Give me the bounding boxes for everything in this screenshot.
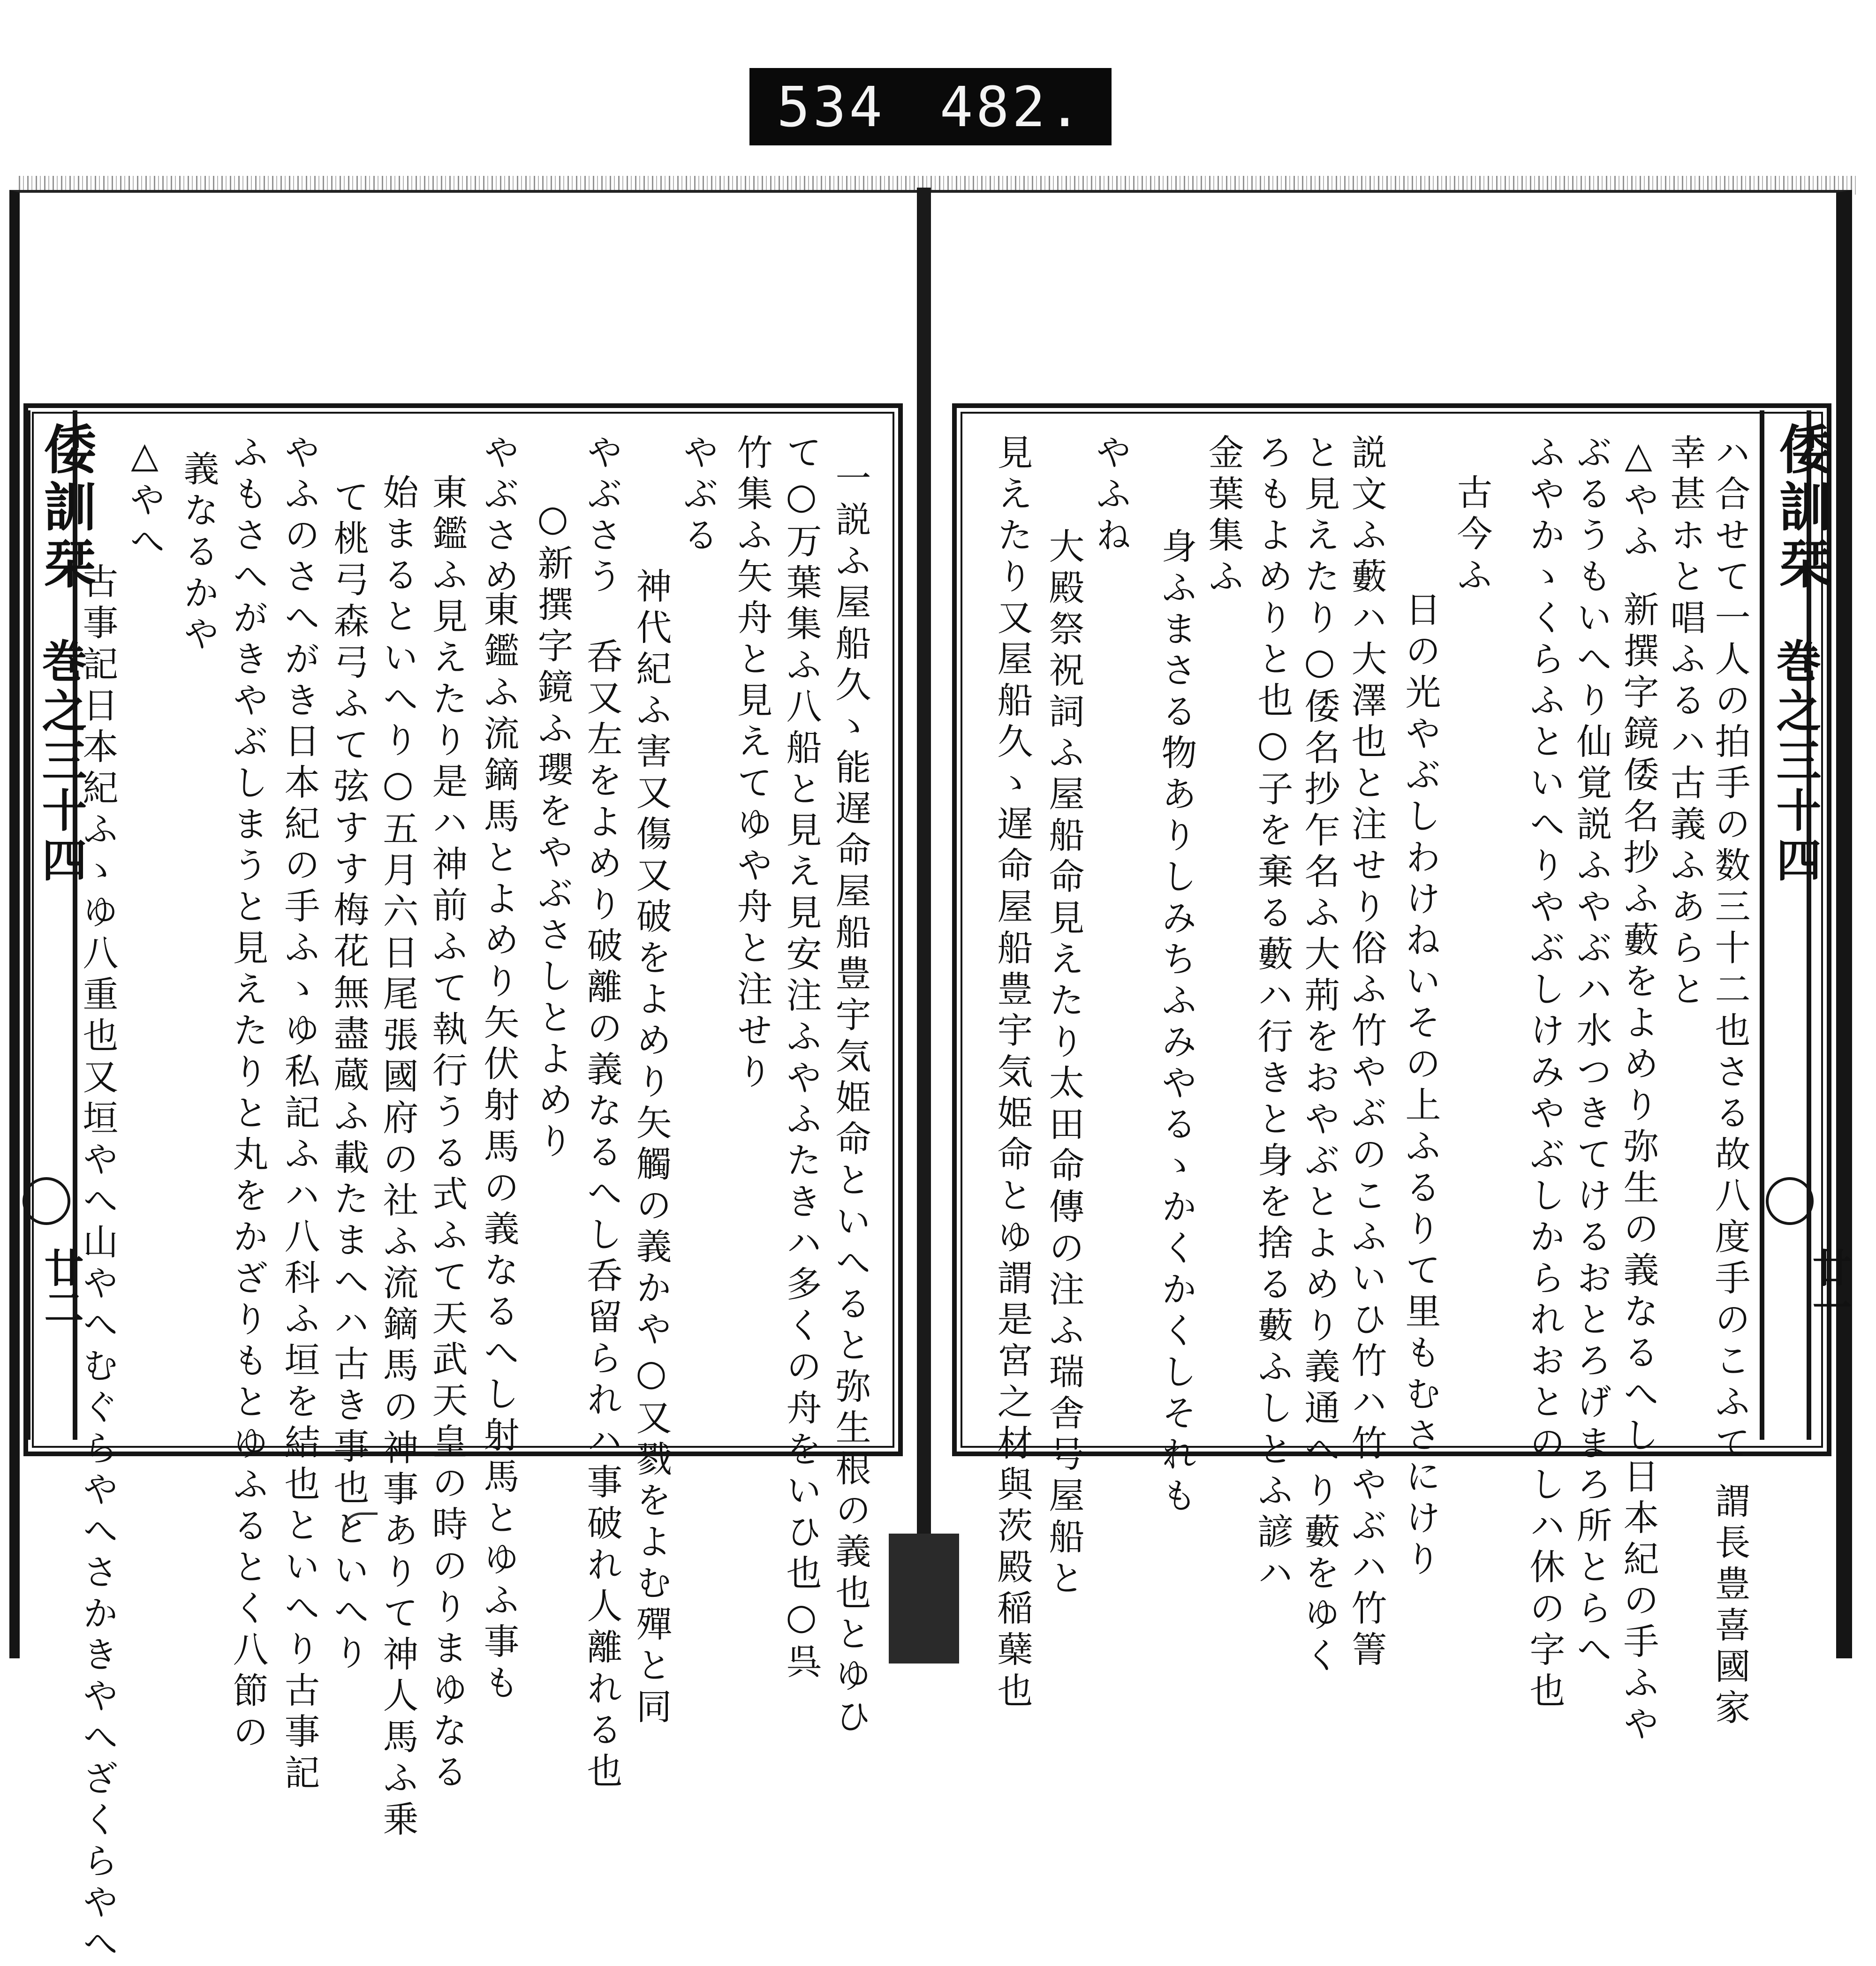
left-col-5: 神代紀ふ害又傷又破をよめり矢觸の義かや○又戮をよむ殫と同 [630, 567, 672, 1729]
right-col-6: ふやかゝくらふといへりやぶしけみやぶしかられおとのしハ休の字也 [1524, 434, 1566, 1713]
right-col-8: 日の光やぶしわけねいその上ふるりて里もむさにけり [1399, 591, 1441, 1581]
left-folio-number: 廿二 [38, 1248, 84, 1326]
reel-number-left: 534 [777, 74, 885, 139]
left-col-6: やぶさう [581, 434, 623, 599]
left-col-2: て○万葉集ふ八船と見え見安注ふやふたきハ多くの舟をいひ也○呉 [780, 434, 822, 1684]
gutter-shadow [889, 1534, 959, 1664]
right-col-7: 古今ふ [1451, 474, 1493, 597]
left-hashira-title: 倭訓栞 [35, 422, 97, 594]
reel-number-right: 482. [939, 74, 1084, 139]
right-col-2: 幸甚ホと唱ふるハ古義ふあらと [1664, 434, 1706, 1012]
left-col-7: 呑又左をよめり破離の義なるへし呑留られハ事破れ人離れる也 [581, 638, 623, 1793]
book-gutter [917, 188, 931, 1664]
right-col-4: 新撰字鏡倭名抄ふ藪をよめり弥生の義なるへし日本紀の手ふや [1618, 591, 1659, 1747]
right-hashira-title: 倭訓栞 [1770, 422, 1832, 594]
left-col-8: ○新撰字鏡ふ瓔をやぶさしとよめり [532, 497, 574, 1164]
right-col-15: 大殿祭祝詞ふ屋船命見えたり太田命傳の注ふ瑞舎号屋船と [1043, 528, 1085, 1601]
left-col-17: 義なるかや [178, 450, 219, 657]
left-col-3: 竹集ふ矢舟と見えてゆや舟と注せり [731, 434, 773, 1094]
right-col-5: ぶるうもいへり仙覚説ふやぶハ水つきてけるおとろげまろ所とらへ [1571, 434, 1612, 1672]
right-hashira-volume: 巻之三十四 [1769, 638, 1822, 886]
left-col-13: て桃弓森弓ふて弦すす梅花無盡蔵ふ載たまへハ古き事也といへり [328, 478, 370, 1675]
right-col-9: 説文ふ藪ハ大澤也と注せり俗ふ竹やぶのこふいひ竹ハ竹やぶハ竹箐 [1346, 434, 1387, 1672]
left-col-14: やふのさへがき [279, 434, 320, 723]
left-col-11: 東鑑ふ見えたり是ハ神前ふて執行うる式ふて天武天皇の時のりまゆなる [426, 474, 468, 1794]
right-col-10: と見えたり○倭名抄乍名ふ大荊をおやぶとよめり義通へり藪をゆく [1299, 434, 1340, 1678]
left-col-15: 日本紀の手ふゝゆ私記ふハ八科ふ垣を結也といへり古事記 [279, 722, 320, 1795]
right-col-14: やふね [1090, 434, 1132, 558]
microfilm-reel-label [749, 68, 1112, 145]
right-col-16: 見えたり又屋船久ゝ遅命屋船豊宇気姫命とゆ謂是宮之材與茨殿稲蘖也 [991, 434, 1033, 1713]
left-col-10: 東鑑ふ流鏑馬とよめり矢伏射馬の義なるへし射馬とゆふ事も [478, 591, 520, 1705]
left-folio-mark [23, 1177, 70, 1225]
right-col-1: ハ合せて一人の拍手の数三十二也さる故八度手のこふて 謂長豊喜國家 [1709, 434, 1751, 1731]
left-col-18: △やへ [124, 434, 166, 564]
right-col-3: △やふ [1618, 434, 1659, 564]
left-col-16: ふもさへがきやぶしまうと見えたりと丸をかざりもとゆふるとく八節の [227, 434, 269, 1754]
left-col-1: 一説ふ屋船久ゝ能遅命屋船豊宇気姫命といへると弥生根の義也とゆひ [830, 460, 871, 1739]
left-col-19: 古事記日本紀ふゝゆ八重也又垣やへ山やへむぐらやへさかきやへざくらやへ [77, 563, 119, 1966]
left-col-9: やぶさめ [478, 434, 520, 599]
right-folio-mark [1766, 1177, 1814, 1225]
right-folio-number: 廿一 [1806, 1248, 1853, 1326]
left-col-12: 始まるといへり○五月六日尾張國府の社ふ流鏑馬の神事ありて神人馬ふ乗 [377, 474, 419, 1842]
right-col-13: 身ふまさる物ありしみちふみやるゝかくかくしそれも [1156, 528, 1197, 1518]
left-hashira-volume: 巻之三十四 [35, 638, 88, 886]
left-col-4: やぶる [677, 434, 719, 558]
right-col-12: 金葉集ふ [1203, 434, 1244, 599]
right-col-11: ろもよめりと也○子を棄る藪ハ行きと身を捨る藪ふしとふ諺ハ [1252, 434, 1294, 1595]
